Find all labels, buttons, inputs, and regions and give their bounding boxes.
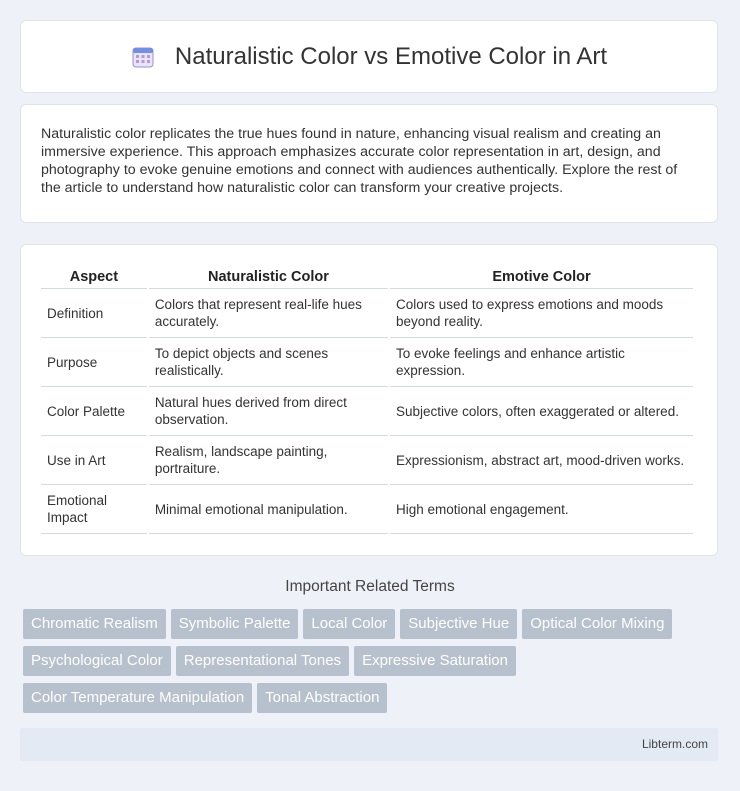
comparison-card	[20, 244, 718, 556]
related-term-tag[interactable]: Chromatic Realism	[23, 609, 166, 639]
table-row	[41, 436, 693, 485]
intro-text: Naturalistic color replicates the true hues found in nature, enhancing visual realism and creating an immersive experience. This approach emphasizes accurate color representation in art, design, and photography to evoke genuine emotions and connect with audiences authentically. Explore the rest of the article to understand how naturalistic color can transform your creative projects.	[41, 126, 678, 196]
related-term-tag[interactable]: Representational Tones	[176, 646, 349, 676]
title-card	[20, 20, 718, 93]
footer-brand[interactable]: Libterm.com	[641, 737, 708, 751]
row-aspect: Color Palette	[41, 387, 147, 436]
related-term-tag[interactable]: Optical Color Mixing	[522, 609, 672, 639]
row-emotive: Expressionism, abstract art, mood-driven works.	[390, 436, 693, 485]
table-row	[41, 338, 693, 387]
table-row	[41, 485, 693, 534]
row-emotive: High emotional engagement.	[390, 485, 693, 534]
related-term-tag[interactable]: Tonal Abstraction	[257, 683, 387, 713]
row-aspect: Use in Art	[41, 436, 147, 485]
row-emotive: Colors used to express emotions and moods beyond reality.	[390, 289, 693, 338]
comparison-table	[39, 263, 695, 534]
row-naturalistic: Realism, landscape painting, portraiture.	[149, 436, 388, 485]
related-term-tag[interactable]: Psychological Color	[23, 646, 171, 676]
related-term-tag[interactable]: Local Color	[303, 609, 395, 639]
calendar-icon	[131, 45, 155, 69]
table-row	[41, 387, 693, 436]
related-terms-title: Important Related Terms	[285, 578, 455, 595]
row-naturalistic: Minimal emotional manipulation.	[149, 485, 388, 534]
header-emotive: Emotive Color	[390, 263, 693, 289]
row-naturalistic: Colors that represent real-life hues accurately.	[149, 289, 388, 338]
table-header-row	[41, 263, 693, 289]
row-naturalistic: Natural hues derived from direct observation.	[149, 387, 388, 436]
row-emotive: Subjective colors, often exaggerated or altered.	[390, 387, 693, 436]
related-term-tag[interactable]: Subjective Hue	[400, 609, 517, 639]
row-aspect: Definition	[41, 289, 147, 338]
related-term-tag[interactable]: Color Temperature Manipulation	[23, 683, 252, 713]
row-naturalistic: To depict objects and scenes realistically.	[149, 338, 388, 387]
page-title: Naturalistic Color vs Emotive Color in Art	[174, 42, 608, 70]
footer	[20, 728, 718, 761]
header-naturalistic: Naturalistic Color	[149, 263, 388, 289]
row-emotive: To evoke feelings and enhance artistic expression.	[390, 338, 693, 387]
related-term-tag[interactable]: Expressive Saturation	[354, 646, 516, 676]
related-term-tag[interactable]: Symbolic Palette	[171, 609, 299, 639]
table-row	[41, 289, 693, 338]
row-aspect: Emotional Impact	[41, 485, 147, 534]
header-aspect: Aspect	[41, 263, 147, 289]
related-terms-list	[23, 609, 723, 720]
intro-card	[20, 104, 718, 223]
row-aspect: Purpose	[41, 338, 147, 387]
